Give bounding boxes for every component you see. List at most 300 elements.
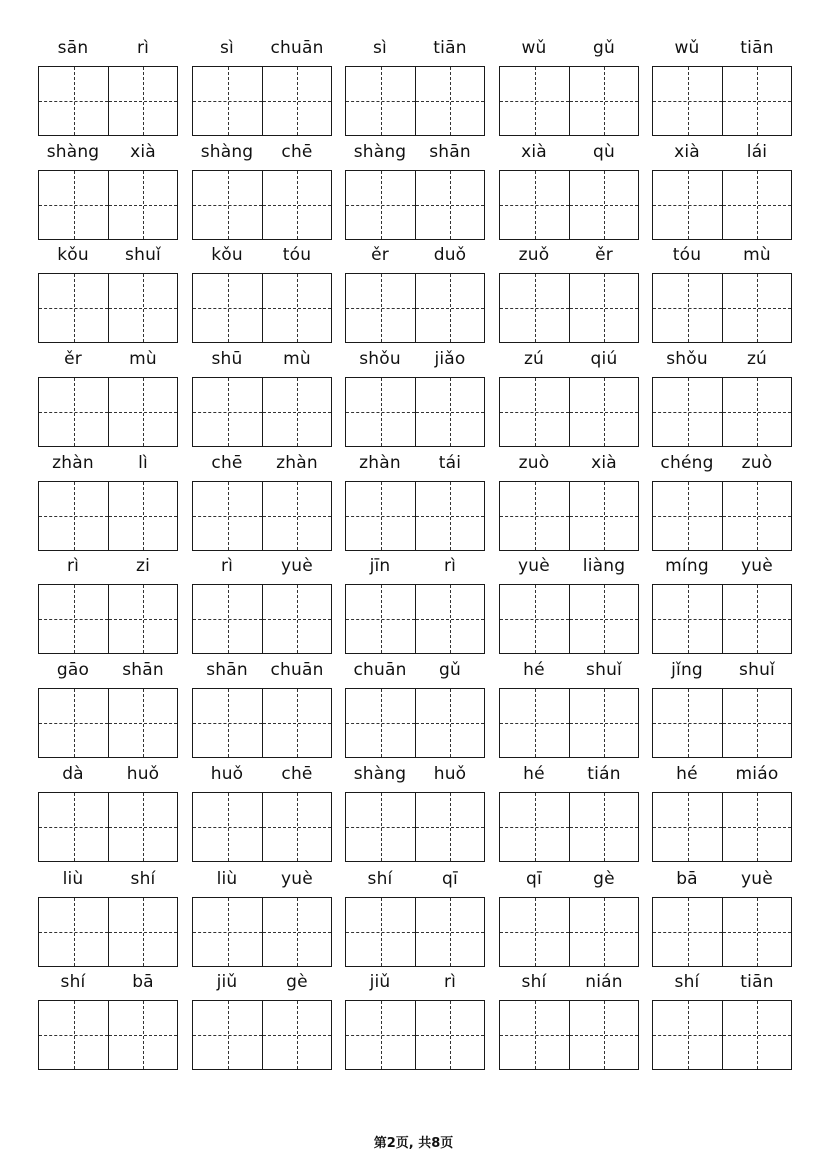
pinyin-syllable: nián [585, 972, 623, 992]
pinyin-syllable: yuè [518, 556, 550, 576]
tianzige-writing-box[interactable] [652, 792, 792, 862]
character-cell[interactable] [108, 689, 177, 757]
character-cell[interactable] [722, 898, 791, 966]
word-item [345, 33, 485, 137]
word-item [192, 967, 332, 1071]
pinyin-syllable: tóu [282, 245, 312, 265]
tianzige-writing-box[interactable] [499, 377, 639, 447]
horizontal-guide-line [39, 205, 108, 206]
word-item [499, 344, 639, 448]
horizontal-guide-line [346, 723, 415, 724]
character-cell[interactable] [415, 67, 484, 135]
character-cell[interactable] [39, 67, 108, 135]
pinyin-syllable: gǔ [439, 660, 461, 680]
tianzige-writing-box[interactable] [192, 66, 332, 136]
horizontal-guide-line [416, 827, 484, 828]
horizontal-guide-line [723, 1035, 791, 1036]
word-item [499, 33, 639, 137]
character-cell[interactable] [722, 482, 791, 550]
horizontal-guide-line [39, 308, 108, 309]
tianzige-writing-box[interactable] [38, 170, 178, 240]
pinyin-syllable: tián [587, 764, 621, 784]
character-cell[interactable] [193, 482, 262, 550]
horizontal-guide-line [500, 1035, 569, 1036]
character-cell[interactable] [500, 1001, 569, 1069]
character-cell[interactable] [262, 585, 331, 653]
character-cell[interactable] [346, 482, 415, 550]
character-cell[interactable] [415, 378, 484, 446]
pinyin-syllable: tiān [740, 38, 774, 58]
character-cell[interactable] [262, 67, 331, 135]
word-item [345, 967, 485, 1071]
pinyin-syllable: rì [220, 556, 234, 576]
horizontal-guide-line [570, 723, 638, 724]
pinyin-syllable: jiǔ [369, 972, 391, 992]
pinyin-syllable: liù [62, 869, 84, 889]
character-cell[interactable] [415, 1001, 484, 1069]
tianzige-writing-box[interactable] [345, 792, 485, 862]
character-cell[interactable] [500, 898, 569, 966]
horizontal-guide-line [653, 619, 722, 620]
horizontal-guide-line [653, 101, 722, 102]
tianzige-writing-box[interactable] [345, 584, 485, 654]
tianzige-writing-box[interactable] [192, 688, 332, 758]
character-cell[interactable] [722, 171, 791, 239]
pinyin-syllable: chē [211, 453, 243, 473]
pinyin-syllable: shān [429, 142, 471, 162]
character-cell[interactable] [653, 793, 722, 861]
tianzige-writing-box[interactable] [38, 273, 178, 343]
character-cell[interactable] [262, 793, 331, 861]
character-cell[interactable] [722, 378, 791, 446]
horizontal-guide-line [570, 205, 638, 206]
word-item [499, 448, 639, 552]
horizontal-guide-line [723, 412, 791, 413]
pinyin-syllable: zú [523, 349, 545, 369]
tianzige-writing-box[interactable] [652, 897, 792, 967]
word-item [38, 967, 178, 1071]
horizontal-guide-line [500, 516, 569, 517]
character-cell[interactable] [39, 1001, 108, 1069]
character-cell[interactable] [653, 689, 722, 757]
character-cell[interactable] [108, 1001, 177, 1069]
character-cell[interactable] [415, 482, 484, 550]
pinyin-syllable: miáo [735, 764, 779, 784]
pinyin-syllable: huǒ [433, 764, 467, 784]
horizontal-guide-line [723, 308, 791, 309]
character-cell[interactable] [415, 274, 484, 342]
character-cell[interactable] [722, 689, 791, 757]
horizontal-guide-line [193, 723, 262, 724]
tianzige-writing-box[interactable] [652, 66, 792, 136]
character-cell[interactable] [193, 274, 262, 342]
tianzige-writing-box[interactable] [499, 584, 639, 654]
horizontal-guide-line [570, 1035, 638, 1036]
tianzige-writing-box[interactable] [192, 273, 332, 343]
character-cell[interactable] [39, 274, 108, 342]
character-cell[interactable] [262, 1001, 331, 1069]
character-cell[interactable] [108, 482, 177, 550]
pinyin-syllable: zhàn [276, 453, 318, 473]
word-item [652, 655, 792, 759]
character-cell[interactable] [262, 171, 331, 239]
character-cell[interactable] [653, 274, 722, 342]
tianzige-writing-box[interactable] [652, 170, 792, 240]
tianzige-writing-box[interactable] [345, 897, 485, 967]
character-cell[interactable] [108, 898, 177, 966]
tianzige-writing-box[interactable] [345, 688, 485, 758]
character-cell[interactable] [39, 793, 108, 861]
tianzige-writing-box[interactable] [192, 584, 332, 654]
character-cell[interactable] [569, 482, 638, 550]
pinyin-syllable: zuǒ [518, 245, 550, 265]
horizontal-guide-line [500, 101, 569, 102]
horizontal-guide-line [723, 516, 791, 517]
tianzige-writing-box[interactable] [38, 377, 178, 447]
pinyin-syllable: shuǐ [586, 660, 622, 680]
pinyin-syllable: shàng [353, 764, 407, 784]
horizontal-guide-line [346, 932, 415, 933]
character-cell[interactable] [108, 793, 177, 861]
character-cell[interactable] [653, 898, 722, 966]
horizontal-guide-line [109, 205, 177, 206]
character-cell[interactable] [346, 585, 415, 653]
character-cell[interactable] [415, 689, 484, 757]
character-cell[interactable] [346, 793, 415, 861]
tianzige-writing-box[interactable] [499, 273, 639, 343]
tianzige-writing-box[interactable] [499, 897, 639, 967]
pinyin-syllable: shān [206, 660, 248, 680]
tianzige-writing-box[interactable] [192, 897, 332, 967]
pinyin-syllable: shàng [353, 142, 407, 162]
character-cell[interactable] [346, 689, 415, 757]
horizontal-guide-line [653, 827, 722, 828]
character-cell[interactable] [39, 689, 108, 757]
character-cell[interactable] [193, 585, 262, 653]
character-cell[interactable] [415, 898, 484, 966]
horizontal-guide-line [346, 412, 415, 413]
word-item [38, 448, 178, 552]
worksheet-row [0, 137, 827, 241]
character-cell[interactable] [39, 585, 108, 653]
tianzige-writing-box[interactable] [38, 688, 178, 758]
pinyin-syllable: míng [665, 556, 709, 576]
character-cell[interactable] [262, 378, 331, 446]
character-cell[interactable] [653, 1001, 722, 1069]
character-cell[interactable] [569, 274, 638, 342]
tianzige-writing-box[interactable] [499, 66, 639, 136]
tianzige-writing-box[interactable] [499, 688, 639, 758]
horizontal-guide-line [346, 205, 415, 206]
pinyin-syllable: tái [438, 453, 462, 473]
character-cell[interactable] [569, 585, 638, 653]
word-item [345, 137, 485, 241]
pinyin-syllable: shū [211, 349, 243, 369]
tianzige-writing-box[interactable] [499, 792, 639, 862]
horizontal-guide-line [416, 308, 484, 309]
character-cell[interactable] [346, 67, 415, 135]
pinyin-syllable: shí [521, 972, 547, 992]
tianzige-writing-box[interactable] [652, 481, 792, 551]
pinyin-syllable: chéng [660, 453, 714, 473]
character-cell[interactable] [653, 171, 722, 239]
horizontal-guide-line [416, 412, 484, 413]
pinyin-syllable: jǐng [671, 660, 703, 680]
pinyin-syllable: chuān [270, 660, 324, 680]
word-item [652, 344, 792, 448]
horizontal-guide-line [500, 723, 569, 724]
character-cell[interactable] [653, 378, 722, 446]
pinyin-syllable: shí [130, 869, 156, 889]
character-cell[interactable] [569, 378, 638, 446]
character-cell[interactable] [346, 378, 415, 446]
tianzige-writing-box[interactable] [345, 377, 485, 447]
word-item [38, 759, 178, 863]
tianzige-writing-box[interactable] [38, 66, 178, 136]
character-cell[interactable] [722, 585, 791, 653]
tianzige-writing-box[interactable] [499, 170, 639, 240]
character-cell[interactable] [39, 482, 108, 550]
tianzige-writing-box[interactable] [192, 481, 332, 551]
pinyin-syllable: huǒ [126, 764, 160, 784]
tianzige-writing-box[interactable] [499, 1000, 639, 1070]
word-item [345, 240, 485, 344]
character-cell[interactable] [722, 274, 791, 342]
worksheet-row [0, 967, 827, 1071]
character-cell[interactable] [653, 67, 722, 135]
character-cell[interactable] [500, 274, 569, 342]
character-cell[interactable] [500, 67, 569, 135]
pinyin-syllable: rì [66, 556, 80, 576]
horizontal-guide-line [193, 308, 262, 309]
tianzige-writing-box[interactable] [38, 584, 178, 654]
pinyin-syllable: hé [676, 764, 698, 784]
horizontal-guide-line [346, 827, 415, 828]
horizontal-guide-line [346, 1035, 415, 1036]
horizontal-guide-line [723, 723, 791, 724]
pinyin-syllable: tiān [433, 38, 467, 58]
horizontal-guide-line [193, 619, 262, 620]
pinyin-syllable: shuǐ [125, 245, 161, 265]
character-cell[interactable] [193, 378, 262, 446]
tianzige-writing-box[interactable] [345, 1000, 485, 1070]
character-cell[interactable] [569, 171, 638, 239]
pinyin-syllable: liàng [582, 556, 626, 576]
character-cell[interactable] [108, 171, 177, 239]
character-cell[interactable] [262, 482, 331, 550]
pinyin-syllable: xià [591, 453, 617, 473]
tianzige-writing-box[interactable] [652, 273, 792, 343]
horizontal-guide-line [723, 932, 791, 933]
word-item [192, 655, 332, 759]
word-item [499, 864, 639, 968]
character-cell[interactable] [108, 274, 177, 342]
character-cell[interactable] [415, 585, 484, 653]
tianzige-writing-box[interactable] [38, 897, 178, 967]
character-cell[interactable] [722, 67, 791, 135]
word-item [499, 655, 639, 759]
character-cell[interactable] [39, 171, 108, 239]
character-cell[interactable] [722, 1001, 791, 1069]
horizontal-guide-line [570, 308, 638, 309]
pinyin-syllable: bā [676, 869, 698, 889]
horizontal-guide-line [723, 205, 791, 206]
horizontal-guide-line [109, 1035, 177, 1036]
horizontal-guide-line [500, 619, 569, 620]
character-cell[interactable] [108, 378, 177, 446]
pinyin-syllable: bā [132, 972, 154, 992]
character-cell[interactable] [39, 378, 108, 446]
tianzige-writing-box[interactable] [345, 170, 485, 240]
character-cell[interactable] [262, 274, 331, 342]
horizontal-guide-line [109, 932, 177, 933]
pinyin-syllable: xià [674, 142, 700, 162]
pinyin-syllable: shǒu [666, 349, 708, 369]
pinyin-syllable: mù [129, 349, 157, 369]
character-cell[interactable] [346, 171, 415, 239]
horizontal-guide-line [109, 723, 177, 724]
character-cell[interactable] [346, 898, 415, 966]
pinyin-syllable: sān [57, 38, 89, 58]
word-item [192, 759, 332, 863]
tianzige-writing-box[interactable] [38, 792, 178, 862]
horizontal-guide-line [416, 516, 484, 517]
character-cell[interactable] [500, 585, 569, 653]
horizontal-guide-line [653, 205, 722, 206]
horizontal-guide-line [263, 723, 331, 724]
horizontal-guide-line [346, 308, 415, 309]
tianzige-writing-box[interactable] [192, 170, 332, 240]
pinyin-syllable: sì [220, 38, 234, 58]
character-cell[interactable] [193, 67, 262, 135]
character-cell[interactable] [569, 67, 638, 135]
word-item [345, 655, 485, 759]
tianzige-writing-box[interactable] [192, 377, 332, 447]
character-cell[interactable] [193, 898, 262, 966]
character-cell[interactable] [415, 793, 484, 861]
word-item [652, 240, 792, 344]
character-cell[interactable] [262, 689, 331, 757]
horizontal-guide-line [109, 516, 177, 517]
character-cell[interactable] [500, 171, 569, 239]
pinyin-syllable: ěr [595, 245, 613, 265]
character-cell[interactable] [108, 585, 177, 653]
tianzige-writing-box[interactable] [345, 481, 485, 551]
pinyin-syllable: shǒu [359, 349, 401, 369]
character-cell[interactable] [346, 1001, 415, 1069]
horizontal-guide-line [346, 516, 415, 517]
pinyin-syllable: kǒu [57, 245, 89, 265]
word-item [192, 551, 332, 655]
character-cell[interactable] [346, 274, 415, 342]
character-cell[interactable] [262, 898, 331, 966]
horizontal-guide-line [346, 101, 415, 102]
horizontal-guide-line [39, 619, 108, 620]
pinyin-syllable: dà [62, 764, 84, 784]
horizontal-guide-line [570, 412, 638, 413]
horizontal-guide-line [570, 619, 638, 620]
character-cell[interactable] [415, 171, 484, 239]
horizontal-guide-line [500, 412, 569, 413]
tianzige-writing-box[interactable] [345, 273, 485, 343]
pinyin-syllable: shuǐ [739, 660, 775, 680]
character-cell[interactable] [569, 1001, 638, 1069]
character-cell[interactable] [569, 689, 638, 757]
pinyin-syllable: shàng [46, 142, 100, 162]
word-item [192, 33, 332, 137]
tianzige-writing-box[interactable] [192, 1000, 332, 1070]
pinyin-syllable: lì [138, 453, 148, 473]
character-cell[interactable] [500, 689, 569, 757]
character-cell[interactable] [193, 793, 262, 861]
character-cell[interactable] [722, 793, 791, 861]
pinyin-syllable: qiú [590, 349, 618, 369]
pinyin-syllable: hé [523, 660, 545, 680]
horizontal-guide-line [723, 101, 791, 102]
worksheet-row [0, 759, 827, 863]
horizontal-guide-line [263, 412, 331, 413]
word-item [652, 33, 792, 137]
pinyin-syllable: ěr [371, 245, 389, 265]
character-cell[interactable] [569, 898, 638, 966]
tianzige-writing-box[interactable] [652, 1000, 792, 1070]
character-cell[interactable] [500, 793, 569, 861]
word-item [652, 759, 792, 863]
character-cell[interactable] [653, 585, 722, 653]
worksheet-row [0, 655, 827, 759]
character-cell[interactable] [193, 1001, 262, 1069]
word-item [499, 551, 639, 655]
horizontal-guide-line [193, 205, 262, 206]
character-cell[interactable] [569, 793, 638, 861]
word-item [652, 967, 792, 1071]
tianzige-writing-box[interactable] [499, 481, 639, 551]
character-cell[interactable] [653, 482, 722, 550]
horizontal-guide-line [416, 101, 484, 102]
tianzige-writing-box[interactable] [652, 377, 792, 447]
pinyin-syllable: rì [136, 38, 150, 58]
pinyin-syllable: qī [526, 869, 542, 889]
tianzige-writing-box[interactable] [192, 792, 332, 862]
pinyin-syllable: huǒ [210, 764, 244, 784]
character-cell[interactable] [500, 378, 569, 446]
tianzige-writing-box[interactable] [38, 481, 178, 551]
character-cell[interactable] [108, 67, 177, 135]
character-cell[interactable] [500, 482, 569, 550]
pinyin-syllable: chuān [270, 38, 324, 58]
tianzige-writing-box[interactable] [38, 1000, 178, 1070]
horizontal-guide-line [570, 516, 638, 517]
word-item [499, 967, 639, 1071]
word-item [499, 137, 639, 241]
character-cell[interactable] [193, 171, 262, 239]
horizontal-guide-line [723, 827, 791, 828]
horizontal-guide-line [416, 932, 484, 933]
tianzige-writing-box[interactable] [345, 66, 485, 136]
pinyin-syllable: zuò [741, 453, 773, 473]
tianzige-writing-box[interactable] [652, 584, 792, 654]
character-cell[interactable] [193, 689, 262, 757]
word-item [652, 137, 792, 241]
worksheet-row [0, 33, 827, 137]
pinyin-syllable: yuè [281, 869, 313, 889]
character-cell[interactable] [39, 898, 108, 966]
pinyin-syllable: jiǔ [216, 972, 238, 992]
horizontal-guide-line [416, 1035, 484, 1036]
pinyin-syllable: yuè [741, 556, 773, 576]
tianzige-writing-box[interactable] [652, 688, 792, 758]
pinyin-syllable: ěr [64, 349, 82, 369]
